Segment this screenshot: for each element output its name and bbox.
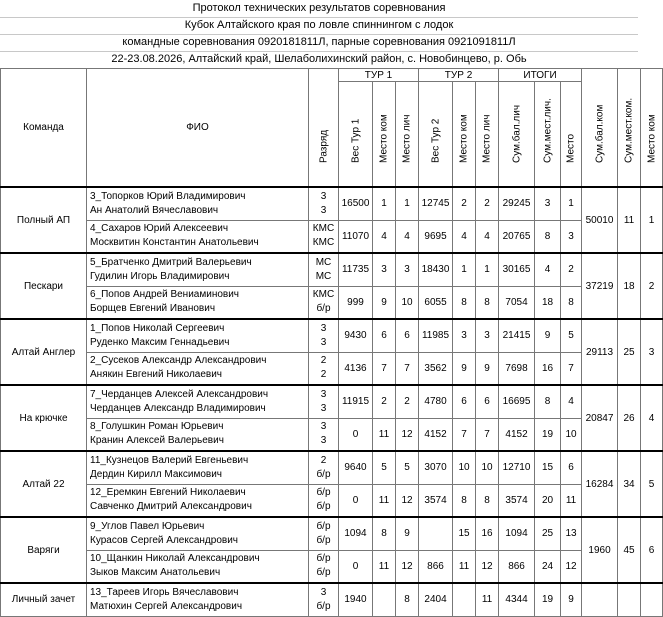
team-place-tour1: 8: [373, 517, 396, 550]
col-weight1: Вес Тур 1: [339, 82, 373, 188]
final-place: 3: [561, 220, 582, 253]
team-place-tour2: 9: [453, 352, 476, 385]
team-place: [641, 583, 663, 616]
weight-tour1: 0: [339, 550, 373, 583]
weight-tour2: 6055: [419, 286, 453, 319]
weight-tour1: 0: [339, 484, 373, 517]
final-place: 4: [561, 385, 582, 418]
team-place-tour1: 6: [373, 319, 396, 352]
pair-ranks: 3 б/р: [309, 583, 339, 616]
team-name: На крючке: [1, 385, 87, 451]
pair-ranks: 3 3: [309, 319, 339, 352]
team-sum-points: 20847: [582, 385, 618, 451]
team-place-tour2: [453, 583, 476, 616]
weight-tour2: 3562: [419, 352, 453, 385]
date-location: 22-23.08.2026, Алтайский край, Шелаболихинский район, с. Новобинцево, р. Обь: [0, 51, 638, 69]
team-place-tour2: 10: [453, 451, 476, 484]
col-fio: ФИО: [87, 69, 309, 188]
weight-tour1: 11915: [339, 385, 373, 418]
weight-tour1: 1940: [339, 583, 373, 616]
personal-place-tour2: 12: [476, 550, 499, 583]
team-place-tour2: 6: [453, 385, 476, 418]
team-place-tour2: 1: [453, 253, 476, 286]
sum-places: 20: [535, 484, 561, 517]
team-sum-points: 50010: [582, 187, 618, 253]
personal-place-tour1: 1: [396, 187, 419, 220]
personal-place-tour2: 9: [476, 352, 499, 385]
totals-header: ИТОГИ: [499, 69, 582, 82]
weight-tour2: 4152: [419, 418, 453, 451]
sum-places: 4: [535, 253, 561, 286]
team-place-tour1: 7: [373, 352, 396, 385]
team-sum-places: 18: [618, 253, 641, 319]
col-place: Место: [561, 82, 582, 188]
team-place: 2: [641, 253, 663, 319]
team-place-tour1: 4: [373, 220, 396, 253]
weight-tour2: 866: [419, 550, 453, 583]
pair-members: 9_Углов Павел Юрьевич Курасов Сергей Александрович: [87, 517, 309, 550]
team-place-tour2: 2: [453, 187, 476, 220]
weight-tour2: 2404: [419, 583, 453, 616]
table-row: [1, 484, 663, 517]
personal-place-tour1: 2: [396, 385, 419, 418]
sum-points: 1094: [499, 517, 535, 550]
col-personal2: Место лич: [476, 82, 499, 188]
sum-points: 7054: [499, 286, 535, 319]
team-place-tour2: 8: [453, 484, 476, 517]
sum-places: 8: [535, 220, 561, 253]
weight-tour2: 12745: [419, 187, 453, 220]
pair-members: 13_Тареев Игорь Вячеславович Матюхин Сергей Александрович: [87, 583, 309, 616]
final-place: 13: [561, 517, 582, 550]
col-rank: Разряд: [309, 69, 339, 188]
col-sum-places: Сум.мест.лич.: [535, 82, 561, 188]
team-name: Алтай Англер: [1, 319, 87, 385]
team-place-tour2: 4: [453, 220, 476, 253]
tour1-header: ТУР 1: [339, 69, 419, 82]
sum-points: 30165: [499, 253, 535, 286]
pair-members: 6_Попов Андрей Вениаминович Борщев Евгений Иванович: [87, 286, 309, 319]
pair-members: 11_Кузнецов Валерий Евгеньевич Дердин Кирилл Максимович: [87, 451, 309, 484]
sum-points: 29245: [499, 187, 535, 220]
personal-place-tour2: 1: [476, 253, 499, 286]
weight-tour2: 3070: [419, 451, 453, 484]
team-name: Варяги: [1, 517, 87, 583]
weight-tour2: 9695: [419, 220, 453, 253]
table-row: [1, 352, 663, 385]
personal-place-tour1: 8: [396, 583, 419, 616]
team-place-tour1: 11: [373, 418, 396, 451]
col-personal1: Место лич: [396, 82, 419, 188]
team-sum-places: 25: [618, 319, 641, 385]
final-place: 11: [561, 484, 582, 517]
team-sum-places: [618, 583, 641, 616]
team-place: 6: [641, 517, 663, 583]
col-weight2: Вес Тур 2: [419, 82, 453, 188]
team-sum-points: 1960: [582, 517, 618, 583]
results-table: [0, 68, 663, 617]
pair-ranks: КМС КМС: [309, 220, 339, 253]
final-place: 8: [561, 286, 582, 319]
table-row: [1, 286, 663, 319]
pair-ranks: б/р б/р: [309, 550, 339, 583]
sum-places: 24: [535, 550, 561, 583]
final-place: 2: [561, 253, 582, 286]
personal-place-tour2: 6: [476, 385, 499, 418]
team-place: 5: [641, 451, 663, 517]
team-place: 4: [641, 385, 663, 451]
team-name: Полный АП: [1, 187, 87, 253]
team-place-tour1: 2: [373, 385, 396, 418]
col-team: Команда: [1, 69, 87, 188]
table-row: [1, 385, 663, 418]
pair-members: 8_Голушкин Роман Юрьевич Кранин Алексей Валерьевич: [87, 418, 309, 451]
sum-places: 16: [535, 352, 561, 385]
table-row: [1, 583, 663, 616]
pair-ranks: 3 3: [309, 187, 339, 220]
team-place-tour2: 15: [453, 517, 476, 550]
pair-members: 3_Топорков Юрий Владимирович Ан Анатолий Вячеславович: [87, 187, 309, 220]
team-place-tour2: 11: [453, 550, 476, 583]
weight-tour1: 0: [339, 418, 373, 451]
pair-members: 4_Сахаров Юрий Алексеевич Москвитин Константин Анатольевич: [87, 220, 309, 253]
weight-tour2: [419, 517, 453, 550]
col-sum-team-places: Сум.мест.ком.: [618, 69, 641, 188]
col-teamplace2: Место ком: [453, 82, 476, 188]
final-place: 9: [561, 583, 582, 616]
competition-name: Кубок Алтайского края по ловле спиннингом с лодок: [0, 17, 638, 35]
team-sum-places: 34: [618, 451, 641, 517]
sum-points: 4344: [499, 583, 535, 616]
table-row: [1, 187, 663, 220]
personal-place-tour1: 12: [396, 418, 419, 451]
team-name: Пескари: [1, 253, 87, 319]
sum-points: 21415: [499, 319, 535, 352]
protocol-title: Протокол технических результатов соревнования: [0, 0, 638, 18]
sum-places: 3: [535, 187, 561, 220]
weight-tour1: 9640: [339, 451, 373, 484]
weight-tour2: 18430: [419, 253, 453, 286]
final-place: 12: [561, 550, 582, 583]
pair-ranks: 3 3: [309, 418, 339, 451]
personal-place-tour1: 7: [396, 352, 419, 385]
sum-points: 12710: [499, 451, 535, 484]
weight-tour2: 4780: [419, 385, 453, 418]
tour2-header: ТУР 2: [419, 69, 499, 82]
table-row: [1, 220, 663, 253]
team-place: 3: [641, 319, 663, 385]
table-row: [1, 517, 663, 550]
pair-members: 12_Еремкин Евгений Николаевич Савченко Дмитрий Александрович: [87, 484, 309, 517]
team-sum-places: 26: [618, 385, 641, 451]
personal-place-tour2: 2: [476, 187, 499, 220]
sum-places: 25: [535, 517, 561, 550]
team-sum-points: [582, 583, 618, 616]
personal-place-tour2: 4: [476, 220, 499, 253]
table-row: [1, 319, 663, 352]
weight-tour1: 16500: [339, 187, 373, 220]
sum-places: 18: [535, 286, 561, 319]
personal-place-tour1: 3: [396, 253, 419, 286]
pair-ranks: б/р б/р: [309, 517, 339, 550]
pair-ranks: МС МС: [309, 253, 339, 286]
team-place-tour1: 11: [373, 484, 396, 517]
final-place: 7: [561, 352, 582, 385]
table-row: [1, 550, 663, 583]
team-place-tour1: 5: [373, 451, 396, 484]
weight-tour1: 1094: [339, 517, 373, 550]
sum-places: 9: [535, 319, 561, 352]
table-row: [1, 418, 663, 451]
final-place: 1: [561, 187, 582, 220]
pair-members: 5_Братченко Дмитрий Валерьевич Гудилин Игорь Владимирович: [87, 253, 309, 286]
pair-ranks: б/р б/р: [309, 484, 339, 517]
personal-place-tour2: 10: [476, 451, 499, 484]
sum-points: 7698: [499, 352, 535, 385]
sum-places: 15: [535, 451, 561, 484]
team-place-tour1: 11: [373, 550, 396, 583]
personal-place-tour1: 6: [396, 319, 419, 352]
col-teamplace1: Место ком: [373, 82, 396, 188]
pair-members: 1_Попов Николай Сергеевич Руденко Максим Геннадьевич: [87, 319, 309, 352]
personal-place-tour1: 12: [396, 550, 419, 583]
sum-points: 3574: [499, 484, 535, 517]
team-place-tour2: 7: [453, 418, 476, 451]
team-name: Алтай 22: [1, 451, 87, 517]
weight-tour1: 9430: [339, 319, 373, 352]
weight-tour2: 11985: [419, 319, 453, 352]
sum-points: 20765: [499, 220, 535, 253]
personal-place-tour2: 11: [476, 583, 499, 616]
team-name: Личный зачет: [1, 583, 87, 616]
personal-place-tour2: 7: [476, 418, 499, 451]
team-sum-places: 11: [618, 187, 641, 253]
team-place: 1: [641, 187, 663, 253]
col-sum-points: Сум.бал.лич: [499, 82, 535, 188]
team-place-tour2: 8: [453, 286, 476, 319]
final-place: 5: [561, 319, 582, 352]
personal-place-tour1: 4: [396, 220, 419, 253]
team-place-tour1: [373, 583, 396, 616]
team-place-tour1: 9: [373, 286, 396, 319]
weight-tour1: 4136: [339, 352, 373, 385]
team-sum-places: 45: [618, 517, 641, 583]
col-team-place: Место ком: [641, 69, 663, 188]
team-place-tour2: 3: [453, 319, 476, 352]
pair-ranks: КМС б/р: [309, 286, 339, 319]
sum-points: 16695: [499, 385, 535, 418]
competition-codes: командные соревнования 0920181811Л, парные соревнования 0921091811Л: [0, 34, 638, 52]
personal-place-tour2: 8: [476, 286, 499, 319]
team-sum-points: 37219: [582, 253, 618, 319]
sum-places: 8: [535, 385, 561, 418]
personal-place-tour2: 8: [476, 484, 499, 517]
weight-tour1: 999: [339, 286, 373, 319]
table-row: [1, 253, 663, 286]
pair-members: 2_Сусеков Александр Александрович Анякин Евгений Николаевич: [87, 352, 309, 385]
final-place: 6: [561, 451, 582, 484]
table-row: [1, 451, 663, 484]
pair-ranks: 2 б/р: [309, 451, 339, 484]
weight-tour1: 11070: [339, 220, 373, 253]
team-sum-points: 29113: [582, 319, 618, 385]
team-place-tour1: 3: [373, 253, 396, 286]
sum-places: 19: [535, 418, 561, 451]
sum-places: 19: [535, 583, 561, 616]
personal-place-tour2: 3: [476, 319, 499, 352]
final-place: 10: [561, 418, 582, 451]
personal-place-tour1: 5: [396, 451, 419, 484]
team-sum-points: 16284: [582, 451, 618, 517]
pair-ranks: 2 2: [309, 352, 339, 385]
weight-tour1: 11735: [339, 253, 373, 286]
team-place-tour1: 1: [373, 187, 396, 220]
pair-members: 7_Черданцев Алексей Александрович Черданцев Александр Владимирович: [87, 385, 309, 418]
personal-place-tour1: 10: [396, 286, 419, 319]
sum-points: 4152: [499, 418, 535, 451]
pair-ranks: 3 3: [309, 385, 339, 418]
personal-place-tour1: 12: [396, 484, 419, 517]
pair-members: 10_Щанкин Николай Александрович Зыков Максим Анатольевич: [87, 550, 309, 583]
col-sum-team: Сум.бал.ком: [582, 69, 618, 188]
sum-points: 866: [499, 550, 535, 583]
personal-place-tour1: 9: [396, 517, 419, 550]
personal-place-tour2: 16: [476, 517, 499, 550]
weight-tour2: 3574: [419, 484, 453, 517]
